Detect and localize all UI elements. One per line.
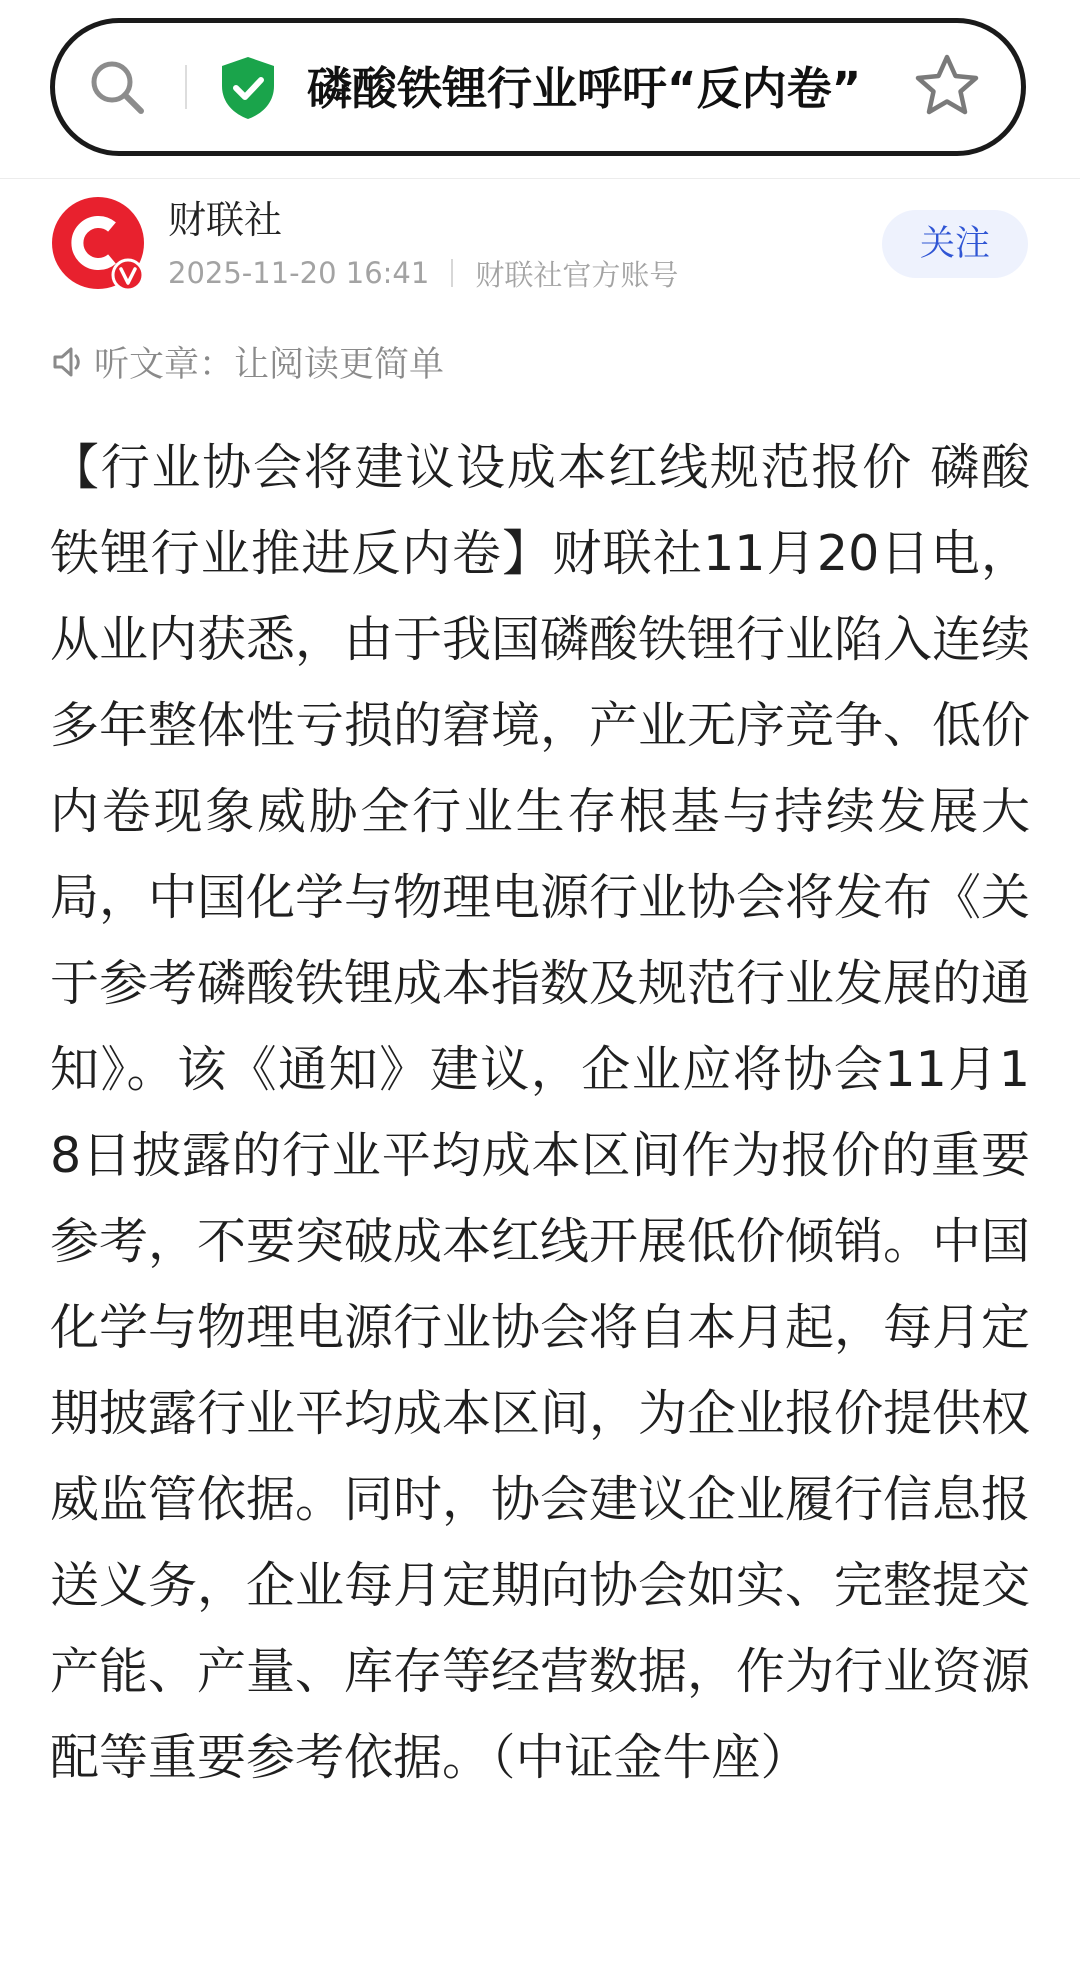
star-icon[interactable] [912,51,982,121]
article-paragraph: 【行业协会将建议设成本红线规范报价 磷酸铁锂行业推进反内卷】财联社11月20日电，从业内获悉，由于我国磷酸铁锂行业陷入连续多年整体性亏损的窘境，产业无序竞争、低价内卷现象威胁全行业生存根基与持续发展大局，中国化学与物理电源行业协会将发布《关于参考磷酸铁锂成本指数及规范行业发展的通知》。该《通知》建议，企业应将协会11月18日披露的行业平均成本区间作为报价的重要参考，不要突破成本红线开展低价倾销。中国化学与物理电源行业协会将自本月起，每月定期披露行业平均成本区间，为企业报价提供权威监管依据。同时，协会建议企业履行信息报送义务，企业每月定期向协会如实、完整提交产能、产量、库存等经营数据，作为行业资源配等重要参考依据。（中证金牛座） [50,439,1031,1786]
search-pill[interactable] [50,18,1026,156]
listen-label: 听文章：让阅读更简单 [94,345,445,385]
publish-date: 2025-11-20 16:41 [168,256,430,290]
account-type: 财联社官方账号 [475,257,679,292]
pill-divider [185,65,187,109]
speaker-icon [50,343,88,381]
follow-button[interactable]: 关注 [882,210,1028,278]
shield-check-icon [218,55,278,121]
page-title: 磷酸铁锂行业呼吁“反内卷” [307,62,862,115]
top-bar [0,0,1080,179]
author-meta [168,253,678,293]
meta-divider [451,259,453,287]
avatar[interactable] [50,195,146,291]
listen-article-button[interactable] [50,338,444,386]
article-body [50,425,1030,1801]
search-icon[interactable] [85,55,149,119]
author-name[interactable]: 财联社 [168,198,283,242]
